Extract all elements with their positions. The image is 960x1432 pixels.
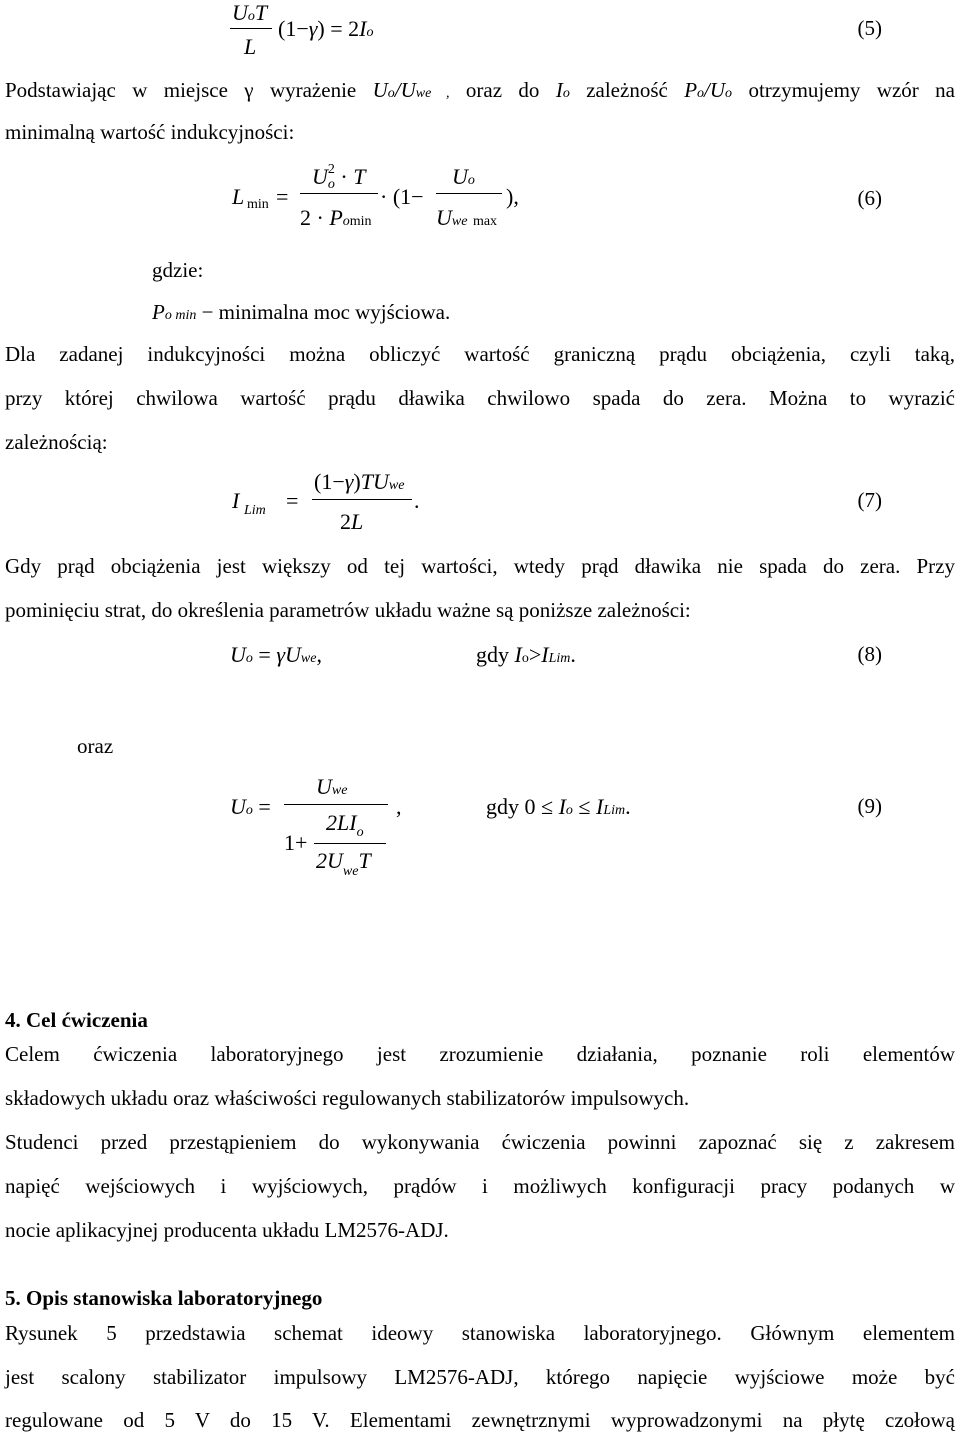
eq7-dot: . xyxy=(414,488,420,513)
section-4-heading: 4. Cel ćwiczenia xyxy=(5,1008,148,1032)
eq6-n1-sub: o xyxy=(327,177,335,192)
p1-text-c: zależność xyxy=(569,78,685,102)
eq9-in-den-T: T xyxy=(358,848,371,873)
eq9-equals: = xyxy=(258,794,271,819)
eq6-d2-sub: we xyxy=(451,214,468,229)
where-P: P xyxy=(152,300,165,324)
where-sub: o min xyxy=(164,308,197,323)
eq9-number: (9) xyxy=(857,794,882,818)
eq6-fraction-bar-2 xyxy=(436,193,502,194)
eq9-in-num: 2LI xyxy=(326,810,357,835)
p1-text-a: Podstawiając w miejsce γ wyrażenie xyxy=(5,78,373,102)
eq7-num-a: (1− xyxy=(314,469,345,494)
eq8-dot: . xyxy=(570,642,576,667)
p1-I: I xyxy=(555,78,563,102)
para3-line1: Gdy prąd obciążenia jest większy od tej wartości, wtedy prąd dławika nie spada do zera. Przy xyxy=(5,554,955,578)
p1-o: o xyxy=(387,86,395,101)
eq8-U2: U xyxy=(284,642,301,667)
eq6-n1-sup: 2 xyxy=(327,162,335,177)
para3-line2: pominięciu strat, do określenia parametrów układu ważne są poniższe zależności: xyxy=(5,598,691,622)
where-desc: minimalna moc wyjściowa. xyxy=(218,300,451,324)
section-4-line5: nocie aplikacyjnej producenta układu LM2576-ADJ. xyxy=(5,1218,449,1242)
section-4-line2: składowych układu oraz właściwości regulowanych stabilizatorów impulsowych. xyxy=(5,1086,690,1110)
para2-line1: Dla zadanej indukcyjności można obliczyć wartość graniczną prądu obciążenia, czyli taką, xyxy=(5,342,955,366)
eq9-o: o xyxy=(245,803,253,818)
eq9-comma: , xyxy=(396,794,402,819)
eq6-n1-dot: · xyxy=(340,164,348,189)
eq8-gt: > xyxy=(528,642,542,667)
eq6-n2-sub: o xyxy=(467,173,475,188)
eq7-T: T xyxy=(360,469,373,494)
eq8-U: U xyxy=(230,642,246,667)
eq9-le1: ≤ xyxy=(541,794,554,819)
eq8-we: we xyxy=(300,651,317,666)
eq5-gamma: γ xyxy=(308,16,318,41)
p1-U: U xyxy=(372,78,388,102)
eq7-I: I xyxy=(232,488,240,513)
p1-o4: o xyxy=(725,86,733,101)
eq9-main-fraction-bar xyxy=(284,804,388,805)
p1-o2: o xyxy=(562,86,570,101)
p1-o3: o xyxy=(697,86,705,101)
eq6-d1-min: min xyxy=(349,214,372,229)
eq5-num-sub: o xyxy=(247,9,255,24)
section-5-line2: jest scalony stabilizator impulsowy LM2576-ADJ, którego napięcie wyjściowe może być xyxy=(5,1365,955,1389)
eq9-I2: I xyxy=(595,794,604,819)
para1-line2: minimalną wartość indukcyjności: xyxy=(5,120,295,144)
eq8-gdy: gdy xyxy=(476,642,509,667)
eq6-mul: · (1− xyxy=(380,184,424,209)
eq7-lim: Lim xyxy=(244,503,266,518)
eq9-le2: ≤ xyxy=(578,794,591,819)
eq6-d1-P: P xyxy=(329,205,343,230)
eq5-den-L: L xyxy=(244,34,257,59)
eq6-d1-sub: o xyxy=(342,214,350,229)
eq5-num-T: T xyxy=(254,0,268,25)
eq9-gdy: gdy xyxy=(486,794,519,819)
p1-text-b: oraz do xyxy=(449,78,556,102)
where-label: gdzie: xyxy=(152,258,204,282)
eq7-U: U xyxy=(372,469,389,494)
eq6-n2-U: U xyxy=(452,164,468,189)
section-5-heading: 5. Opis stanowiska laboratoryjnego xyxy=(5,1286,323,1310)
eq7-we: we xyxy=(388,478,405,493)
eq8-I2: I xyxy=(541,642,549,667)
p1-P: P xyxy=(684,78,698,102)
eq9-dot: . xyxy=(625,794,631,819)
section-5-line1: Rysunek 5 przedstawia schemat ideowy stanowiska laboratoryjnego. Głównym elementem xyxy=(5,1321,955,1345)
eq5-rhs-I: I xyxy=(359,16,367,41)
eq7-den-2: 2 xyxy=(340,509,351,534)
eq7-fraction-bar xyxy=(312,499,412,500)
eq9-zero: 0 xyxy=(524,794,536,819)
eq9-U: U xyxy=(230,794,246,819)
eq9-in-den: 2U xyxy=(316,848,343,873)
eq7-den-L: L xyxy=(351,509,364,534)
eq9-inner-fraction-bar xyxy=(314,843,386,844)
eq6-close: ), xyxy=(506,184,519,209)
section-5-line3: regulowane od 5 V do 15 V. Elementami zewnętrznymi wyprowadzonymi na płytę czołową xyxy=(5,1408,955,1432)
eq8-comma: , xyxy=(316,642,322,667)
eq5-num-U: U xyxy=(232,0,248,25)
eq5-number: (5) xyxy=(857,16,882,40)
eq6-number: (6) xyxy=(857,186,882,210)
eq8-I: I xyxy=(514,642,522,667)
para2-line3: zależnością: xyxy=(5,430,108,454)
eq6-L: L xyxy=(232,184,245,209)
p1-text-d: otrzymujemy wzór na xyxy=(732,78,955,102)
eq9-one-plus: 1+ xyxy=(284,830,308,855)
oraz-label: oraz xyxy=(77,734,114,758)
eq6-n1-U: U xyxy=(312,164,328,189)
eq9-in-den-we: we xyxy=(342,864,359,879)
eq9-in-num-o: o xyxy=(356,825,364,840)
eq5-fraction-bar xyxy=(230,28,272,29)
eq6-min: min xyxy=(247,197,269,212)
eq6-fraction-bar-1 xyxy=(300,193,378,194)
where-definition xyxy=(152,302,450,323)
section-4-line4: napięć wejściowych i wyjściowych, prądów i możliwych konfiguracji pracy podanych w xyxy=(5,1174,955,1198)
eq6-n1-T: T xyxy=(353,164,366,189)
para1-line1 xyxy=(5,80,955,101)
eq7-equals: = xyxy=(286,488,299,513)
eq5-rhs-sub: o xyxy=(366,25,374,40)
eq9-num-U: U xyxy=(316,774,332,799)
para2-line2: przy której chwilowa wartość prądu dławika chwilowo spada do zera. Można to wyrazić xyxy=(5,386,955,410)
eq6-equals: = xyxy=(276,184,289,209)
section-4-line3: Studenci przed przestąpieniem do wykonywania ćwiczenia powinni zapoznać się z zakresem xyxy=(5,1130,955,1154)
eq8-o: o xyxy=(245,651,253,666)
eq8-o2: o xyxy=(521,651,529,666)
eq6-d2-U: U xyxy=(436,205,452,230)
eq9-lim: Lim xyxy=(603,803,626,818)
eq9-I: I xyxy=(558,794,566,819)
section-4-line1: Celem ćwiczenia laboratoryjnego jest zrozumienie działania, poznanie roli elementów xyxy=(5,1042,955,1066)
eq6-d1: 2 · xyxy=(300,205,324,230)
where-dash: − xyxy=(201,300,214,324)
eq7-gamma: γ xyxy=(344,469,354,494)
p1-we: we , xyxy=(415,86,450,101)
p1-slash-U: /U xyxy=(394,78,416,102)
eq5-rest-b: ) = 2 xyxy=(317,16,360,41)
eq8-number: (8) xyxy=(857,642,882,666)
eq5-rest-a: (1− xyxy=(278,16,309,41)
eq8-lim: Lim xyxy=(548,651,571,666)
eq9-o2: o xyxy=(565,803,573,818)
eq6-d2-max: max xyxy=(472,214,498,229)
eq9-num-we: we xyxy=(331,783,348,798)
eq7-number: (7) xyxy=(857,488,882,512)
eq8-equals: = xyxy=(258,642,271,667)
p1-slash-U2: /U xyxy=(704,78,726,102)
eq7-num-b: ) xyxy=(353,469,361,494)
eq8-gamma: γ xyxy=(276,642,285,667)
